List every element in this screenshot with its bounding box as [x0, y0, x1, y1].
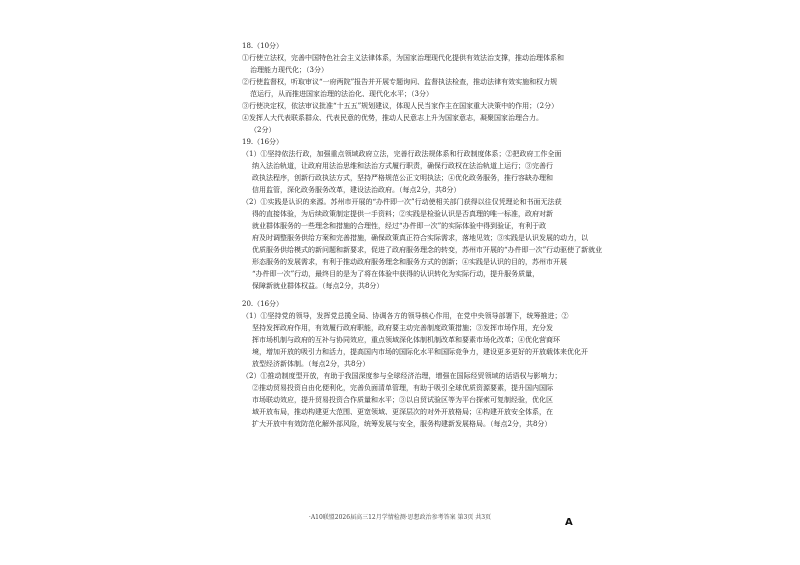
answer-key-body [242, 40, 603, 430]
q19-part1-line: 信用监管，深化政务服务改革，建设法治政府。（每点2分，共8分） [252, 186, 461, 194]
page-footer: ·A10联盟2026届高三12月学情检测·思想政治参考答案 第3页 共3页 [308, 514, 492, 521]
q20-heading: 20.（16分） [242, 300, 284, 308]
q20-part2-line: ②推动贸易投资自由化便利化，完善负面清单管理，有助于吸引全球优质资源要素，提升国内国际 [252, 384, 553, 392]
q20-part1-line: （1）①坚持党的领导，发挥党总揽全局、协调各方的领导核心作用，在党中央领导部署下，统筹推进；② [242, 312, 569, 320]
q19-part2-line: （2）①实践是认识的来源。苏州市开展的“办件即一次”行动使相关部门获得以往仅凭理论和书面无法获 [242, 198, 562, 206]
q19-heading: 19.（16分） [242, 138, 284, 146]
q20-part1-line: 坚持发挥政府作用，有效履行政府职能，政府要主动完善制度政策措施；③发挥市场作用，充分发 [252, 324, 553, 332]
q18-line: ①行使立法权，完善中国特色社会主义法律体系，为国家治理现代化提供有效法治支撑，推动治理体系和 [242, 54, 564, 62]
q20-part2-line: 市场联动效应，提升贸易投资合作质量和水平；③以自贸试验区等为平台探索可复制经验，优化区 [252, 396, 553, 404]
q19-part2-line: 得的直接体验，为后续政策制定提供一手资料；②实践是检验认识是否真理的唯一标准，政府对新 [252, 210, 553, 218]
q20-part2-line: 域开放布局，推动构建更大范围、更宽领域、更深层次的对外开放格局；④构建开放安全体系，在 [252, 408, 553, 416]
q20-part1-line: 放型经济新体制。（每点2分，共8分） [252, 360, 370, 368]
q20-part2-line: （2）①推动制度型开放，有助于我国深度参与全球经济治理，增强在国际经贸领域的话语权与影响力； [242, 372, 562, 380]
q19-part1-line: 纳入法治轨道，让政府用法治思维和法治方式履行职责，确保行政权在法治轨道上运行；③完善行 [252, 162, 553, 170]
q19-part2-line: 优质服务供给模式的新问题和新要求，促进了政府服务理念的转变，苏州市开展的“办件即一次”行动驱使了新就业 [252, 246, 603, 254]
q18-line: 治理能力现代化；（3分） [250, 66, 328, 74]
q19-part2-line: 就业群体服务的一些理念和措施的合理性，经过“办件即一次”的实际体验中得到验证，有利于政 [252, 222, 547, 230]
q20-part2-line: 扩大开放中有效防范化解外部风险，统筹发展与安全，服务构建新发展格局。（每点2分，共8分） [252, 420, 552, 428]
q18-line: ④发挥人大代表联系群众、代表民意的优势，推动人民意志上升为国家意志，凝聚国家治理合力。 [242, 114, 543, 122]
q19-part2-line: “办件即一次”行动，最终目的是为了将在体验中获得的认识转化为实际行动，提升服务质量， [252, 270, 540, 278]
q18-line: ③行使决定权，依法审议批准“十五五”规划建议，体现人民当家作主在国家重大决策中的作用；（2分） [242, 102, 559, 110]
q18-heading: 18.（10分） [242, 42, 284, 50]
q19-part1-line: （1）①坚持依法行政，加强重点领域政府立法，完善行政法规体系和行政制度体系；②把政府工作全面 [242, 150, 562, 158]
q19-part2-line: 府及时调整服务供给方案和完善措施，确保政策真正符合实际需求，落地见效；③实践是认识发展的动力，以 [252, 234, 588, 242]
q20-part1-line: 挥市场机制与政府的互补与协同效应，重点领域深化体制机制改革和要素市场化改革；④优化营商环 [252, 336, 560, 344]
q18-line: （2分） [250, 126, 276, 134]
q18-line: ②行使监督权，听取审议“一府两院”报告并开展专题询问、监督执法检查，推动法律有效实施和权力规 [242, 78, 558, 86]
q20-part1-line: 境，增加开放的吸引力和活力，提高国内市场的国际化水平和国际竞争力，建设更多更好的开放载体来优化开 [252, 348, 588, 356]
q19-part2-line: 形态服务的发展需求，有利于推动政府服务理念和服务方式的创新；④实践是认识的目的，苏州市开展 [252, 258, 567, 266]
q19-part1-line: 政执法程序，创新行政执法方式，坚持严格规范公正文明执法；④优化政务服务，推行容缺办理和 [252, 174, 553, 182]
q19-part2-line: 保障新就业群体权益。（每点2分，共8分） [252, 282, 384, 290]
corner-mark: A [565, 517, 573, 528]
q18-line: 范运行，从而推进国家治理的法治化、现代化水平；（3分） [250, 90, 433, 98]
